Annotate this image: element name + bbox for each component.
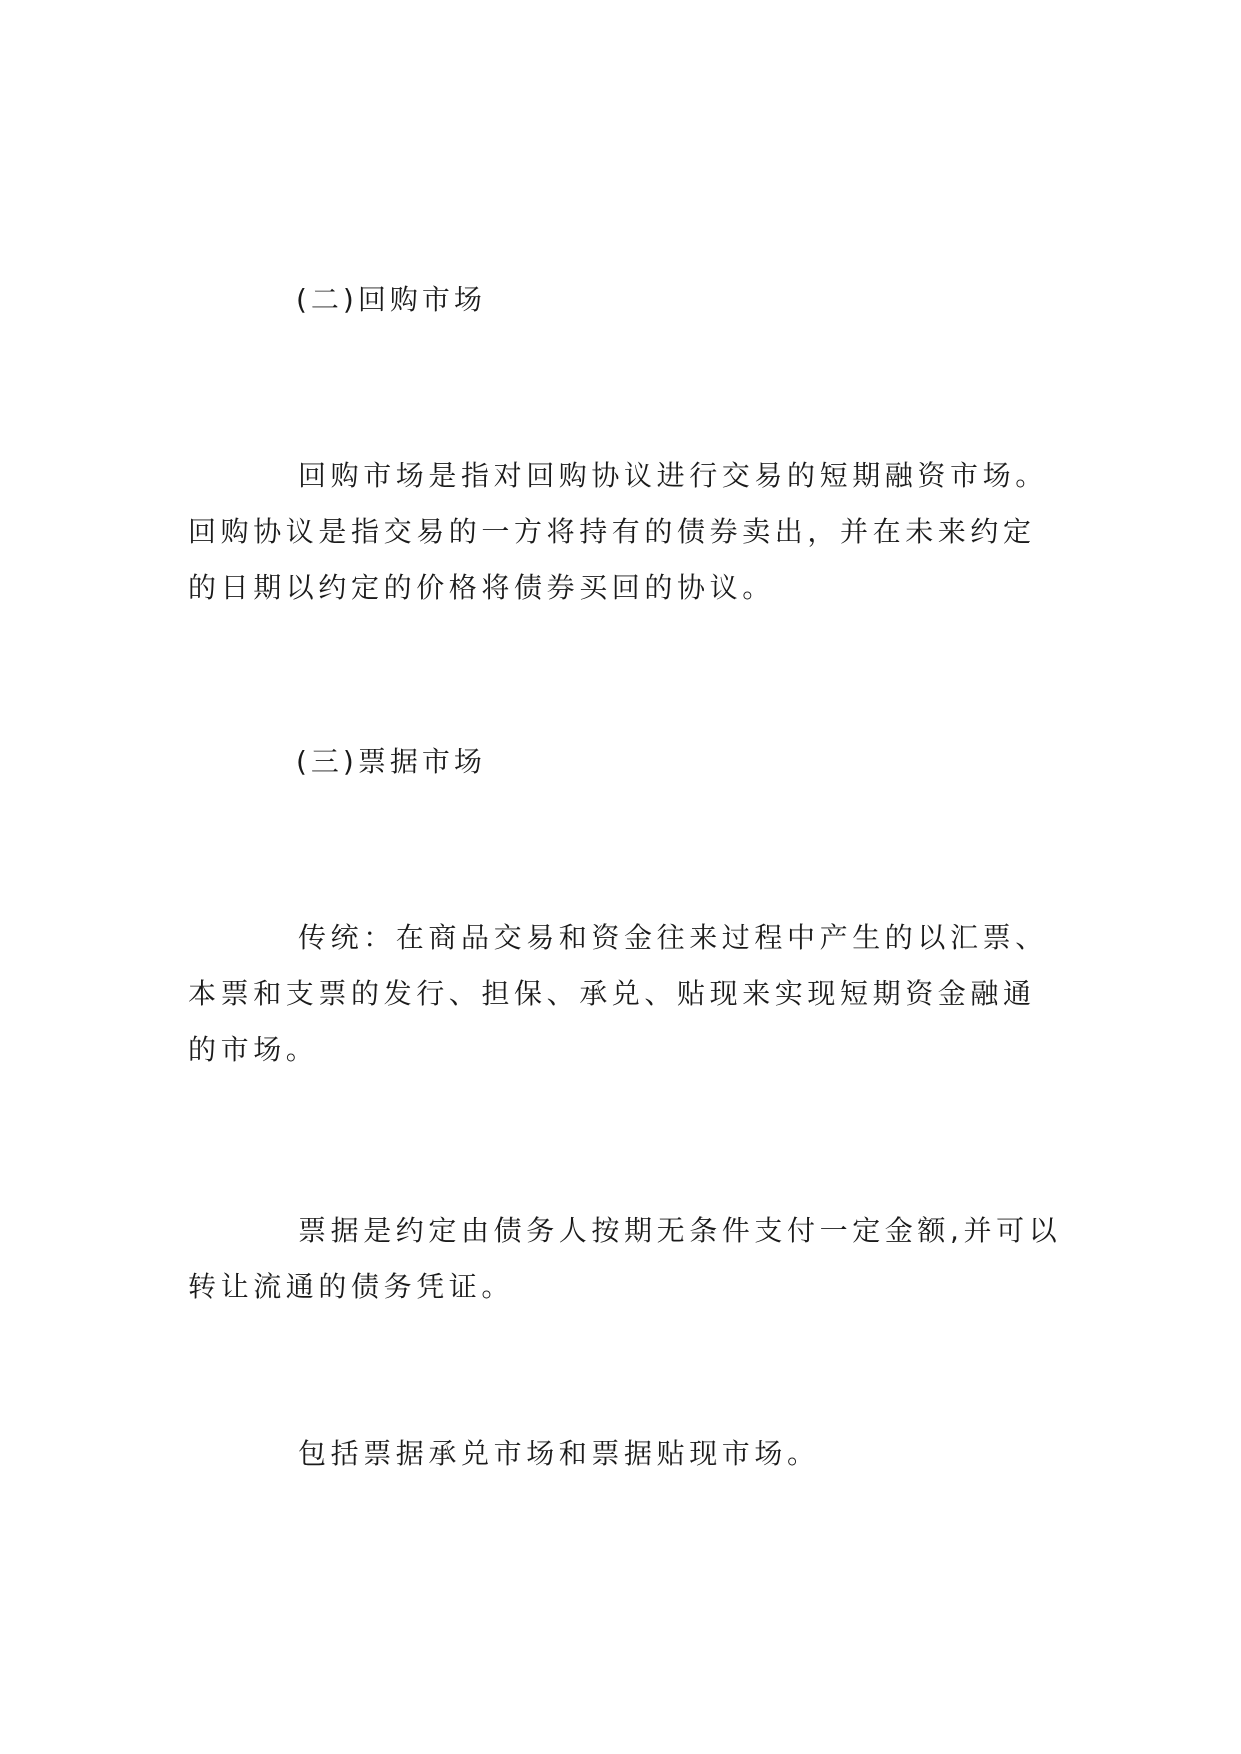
paragraph-bill-definition: 票据是约定由债务人按期无条件支付一定金额,并可以转让流通的债务凭证。 (188, 1214, 1062, 1303)
paragraph-bill-traditional: 传统：在商品交易和资金往来过程中产生的以汇票、本票和支票的发行、担保、承兑、贴现来实现短期资金融通的市场。 (188, 921, 1048, 1066)
paragraph-repo-definition: 回购市场是指对回购协议进行交易的短期融资市场。回购协议是指交易的一方将持有的债券卖出，并在未来约定的日期以约定的价格将债券买回的协议。 (188, 459, 1048, 604)
paragraph-bill-scope: 包括票据承兑市场和票据贴现市场。 (298, 1437, 820, 1470)
section-heading-bill-market: (三)票据市场 (296, 745, 486, 778)
section-heading-repo-market: (二)回购市场 (296, 283, 486, 316)
